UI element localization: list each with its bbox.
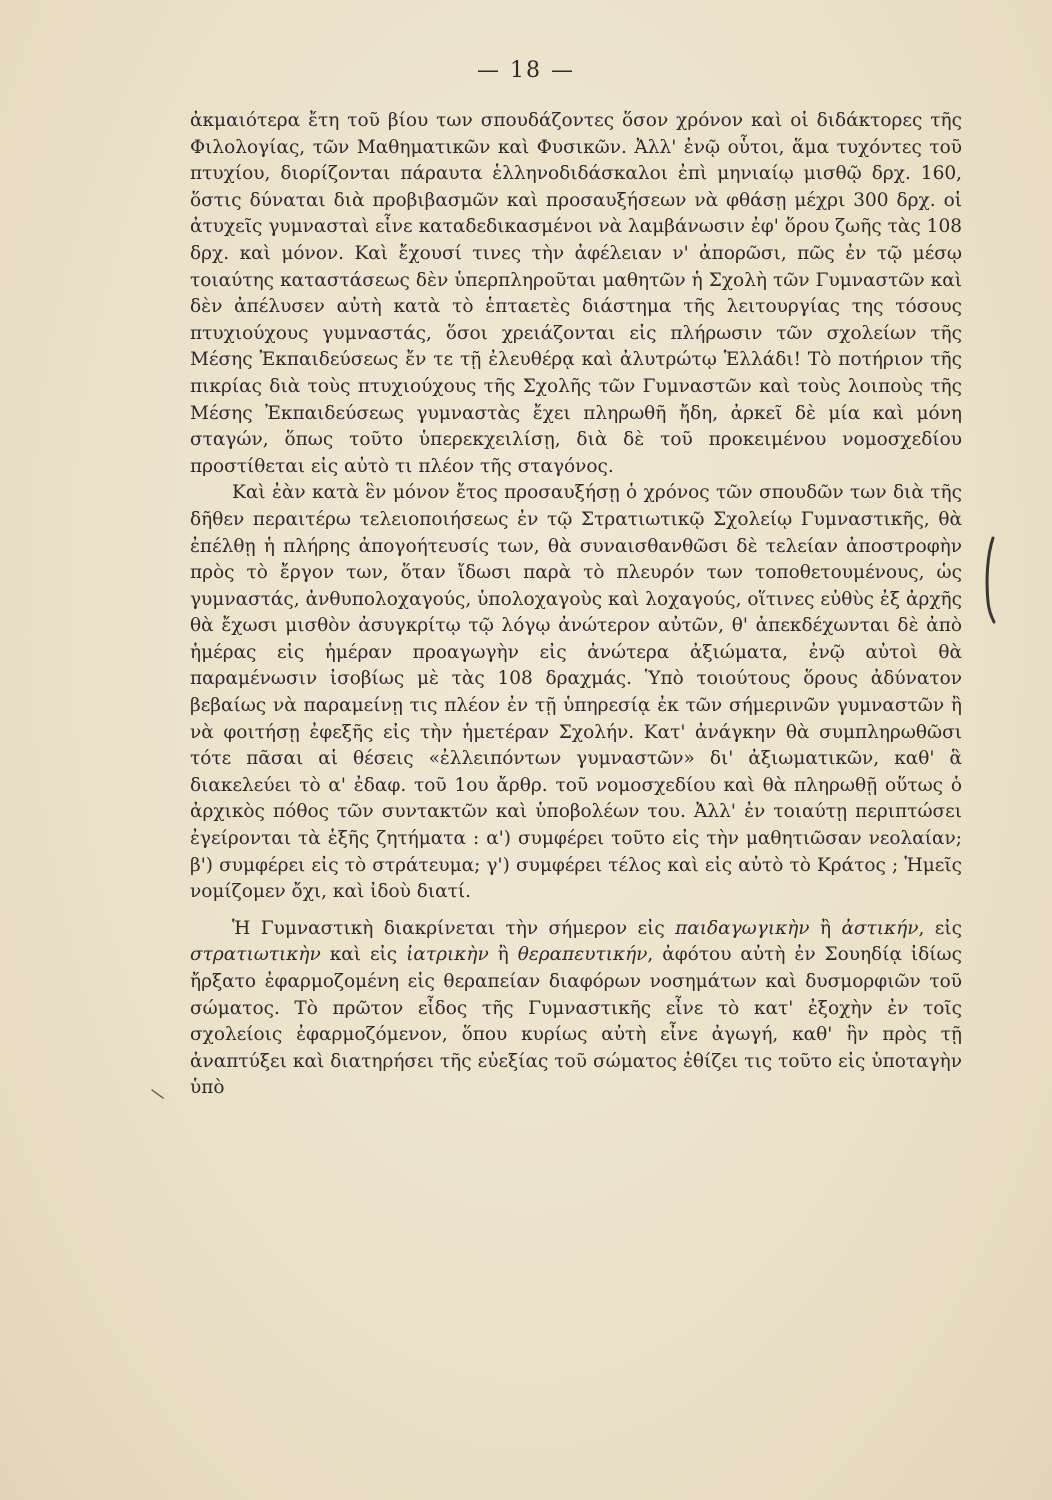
paragraph-1 <box>190 108 962 480</box>
body-text <box>190 108 962 1102</box>
paragraph-3-text: , ἀφότου αὐτὴ ἐν Σουηδίᾳ ἰδίως ἤρξατο ἐφαρμοζομένη εἰς θεραπείαν διαφόρων νοσημάτων καὶ δυσμορφιῶν τοῦ σώματος. Τὸ πρῶτον εἶδος τῆς Γυμναστικῆς εἶνε τὸ κατ' ἐξοχὴν ἐν τοῖς σχολείοις ἐφαρμοζόμενον, ὅπου κυρίως αὐτὴ εἶνε ἀγωγή, καθ' ἣν πρὸς τῇ ἀναπτύξει καὶ διατηρήσει τῆς εὐεξίας τοῦ σώματος ἐθίζει τις τοῦτο εἰς ὑποταγὴν ὑπὸ <box>190 944 962 1099</box>
paragraph-3-text: καὶ εἰς <box>320 944 407 966</box>
paragraph-3-text: Ἡ Γυμναστικὴ διακρίνεται τὴν σήμερον εἰς <box>232 917 676 939</box>
term-stratiotiki: στρατιωτικὴν <box>190 944 321 966</box>
term-astiki: ἀστικήν <box>841 917 919 939</box>
paragraph-3-text: , εἰς <box>918 917 962 939</box>
term-therapeutiki: θεραπευτικήν <box>517 944 648 966</box>
paragraph-3 <box>190 916 962 1102</box>
term-iatriki: ἰατρικὴν <box>406 944 489 966</box>
margin-tick-mark <box>150 1088 166 1100</box>
paragraph-2-text: Καὶ ἐὰν κατὰ ἓν μόνον ἔτος προσαυξήσῃ ὁ χρόνος τῶν σπουδῶν των διὰ τῆς δῆθεν περαιτέρω τελειοποιήσεως ἐν τῷ Στρατιωτικῷ Σχολείῳ Γυμναστικῆς, θὰ ἐπέλθῃ ἡ πλήρης ἀπογοήτευσίς των, θὰ συναισθανθῶσι δὲ τελείαν ἀποστροφὴν πρὸς τὸ ἔργον των, ὅταν ἴδωσι παρὰ τὸ πλευρόν των τοποθετουμένους, ὡς γυμναστάς, ἀνθυπολοχαγούς, ὑπολοχαγοὺς καὶ λοχαγούς, οἵτινες εὐθὺς ἐξ ἀρχῆς θὰ ἔχωσι μισθὸν ἀσυγκρίτῳ τῷ λόγῳ ἀνώτερον αὐτῶν, θ' ἀπεκδέχωνται δὲ ἀπὸ ἡμέρας εἰς ἡμέραν προαγωγὴν εἰς ἀνώτερα ἀξιώματα, ἐνῷ αὐτοὶ θὰ παραμένωσιν ἰσοβίως μὲ τὰς 108 δραχμάς. Ὑπὸ τοιούτους ὅρους ἀδύνατον βεβαίως νὰ παραμείνῃ τις πλέον ἐν τῇ ὑπηρεσίᾳ ἐκ τῶν σήμερινῶν γυμναστῶν ἢ νὰ φοιτήσῃ ἐφεξῆς εἰς τὴν ἡμετέραν Σχολήν. Κατ' ἀνάγκην θὰ συμπληρωθῶσι τότε πᾶσαι αἱ θέσεις «ἐλλειπόντων γυμναστῶν» δι' ἀξιωματικῶν, καθ' ἃ διακελεύει τὸ α' ἐδαφ. τοῦ 1ου ἄρθρ. τοῦ νομοσχεδίου καὶ θὰ πληρωθῇ οὕτως ὁ ἀρχικὸς πόθος τῶν συντακτῶν καὶ ὑποβολέων του. Ἀλλ' ἐν τοιαύτῃ περιπτώσει ἐγείρονται τὰ ἑξῆς ζητήματα : α') συμφέρει τοῦτο εἰς τὴν μαθητιῶσαν νεολαίαν; β') συμφέρει εἰς τὸ στράτευμα; γ') συμφέρει τέλος καὶ εἰς αὐτὸ τὸ Κράτος ; Ἡμεῖς νομίζομεν ὄχι, καὶ ἰδοὺ διατί. <box>190 482 962 903</box>
paragraph-3-text: ἢ <box>488 944 518 966</box>
paragraph-2 <box>190 480 962 906</box>
paragraph-3-text: ἢ <box>809 917 842 939</box>
margin-bracket-mark <box>982 536 996 624</box>
page-number: — 18 — <box>477 58 575 83</box>
paragraph-1-text: ἀκμαιότερα ἔτη τοῦ βίου των σπουδάζοντες ὅσον χρόνον καὶ οἱ διδάκτορες τῆς Φιλολογίας, τῶν Μαθηματικῶν καὶ Φυσικῶν. Ἀλλ' ἐνῷ οὗτοι, ἅμα τυχόντες τοῦ πτυχίου, διορίζονται πάραυτα ἑλληνοδιδάσκαλοι ἐπὶ μηνιαίῳ μισθῷ δρχ. 160, ὅστις δύναται διὰ προβιβασμῶν καὶ προσαυξήσεων νὰ φθάσῃ μέχρι 300 δρχ. οἱ ἀτυχεῖς γυμνασταὶ εἶνε καταδεδικασμένοι νὰ λαμβάνωσιν ἐφ' ὅρου ζωῆς τὰς 108 δρχ. καὶ μόνον. Καὶ ἔχουσί τινες τὴν ἀφέλειαν ν' ἀπορῶσι, πῶς ἐν τῷ μέσῳ τοιαύτης καταστάσεως δὲν ὑπερπληροῦται μαθητῶν ἡ Σχολὴ τῶν Γυμναστῶν καὶ δὲν ἀπέλυσεν αὐτὴ κατὰ τὸ ἑπταετὲς διάστημα τῆς λειτουργίας της τόσους πτυχιούχους γυμναστάς, ὅσοι χρειάζονται εἰς πλήρωσιν τῶν σχολείων τῆς Μέσης Ἐκπαιδεύσεως ἔν τε τῇ ἐλευθέρᾳ καὶ ἀλυτρώτῳ Ἑλλάδι! Τὸ ποτήριον τῆς πικρίας διὰ τοὺς πτυχιούχους τῆς Σχολῆς τῶν Γυμναστῶν καὶ τοὺς λοιποὺς τῆς Μέσης Ἐκπαιδεύσεως γυμναστὰς ἔχει πληρωθῆ ἤδη, ἀρκεῖ δὲ μία καὶ μόνη σταγών, ὅπως τοῦτο ὑπερεκχειλίσῃ, διὰ δὲ τοῦ προκειμένου νομοσχεδίου προστίθεται εἰς αὐτὸ τι πλέον τῆς σταγόνος. <box>190 110 962 477</box>
term-paidagogiki: παιδαγωγικὴν <box>675 917 810 939</box>
